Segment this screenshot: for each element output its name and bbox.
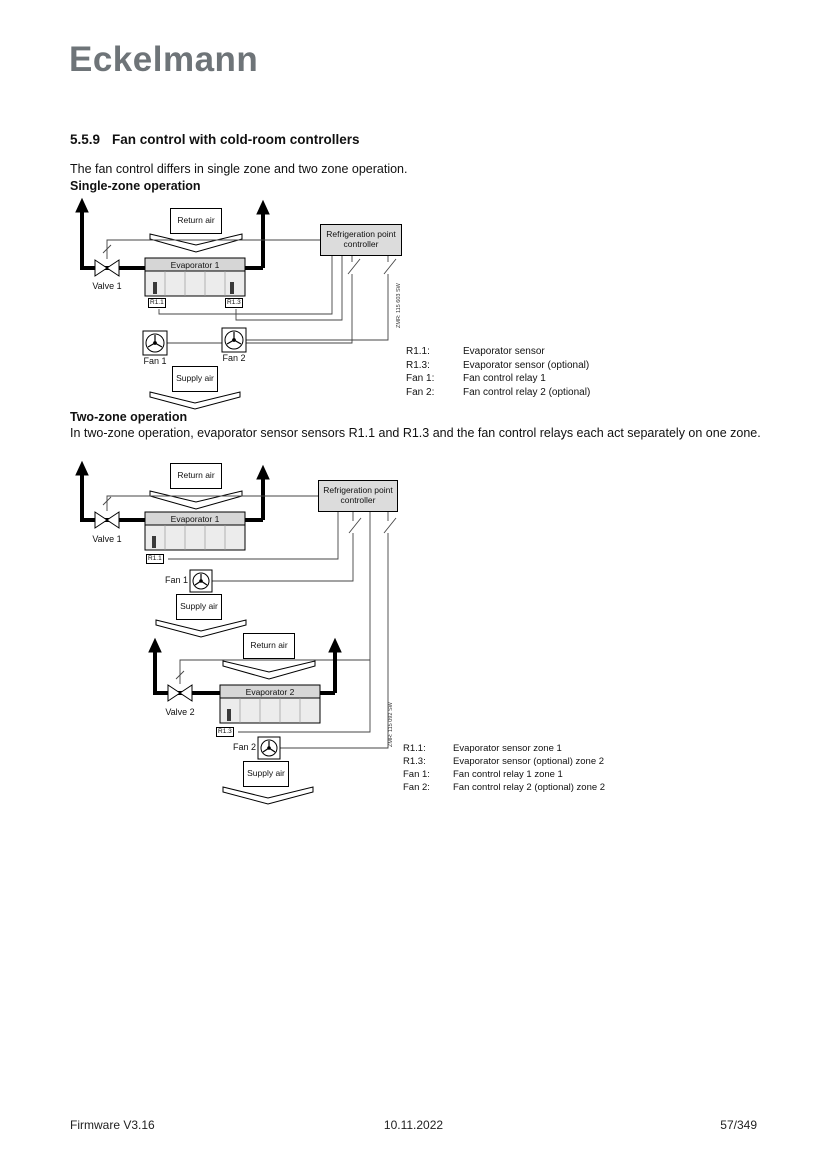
legend-desc: Evaporator sensor (optional) zone 2 [453,756,605,767]
sensor-r13-probe [230,282,234,294]
fan-2-label: Fan 2 [232,742,256,752]
sensor-r11-probe [152,536,156,548]
single-zone-heading: Single-zone operation [70,179,201,193]
legend-row [403,756,605,769]
refrigeration-point-controller-box: Refrigeration point controller [320,224,402,256]
pipe-arrow-right [245,201,269,268]
relay-contact-1-icon [349,518,361,533]
sensor-r11-label: R1.1 [146,554,164,564]
legend-row [406,373,590,387]
legend-key: Fan 2: [406,387,435,399]
relay-contact-2-icon [384,518,396,533]
fan-2-icon [258,737,280,759]
sensor-r13-label: R1.3 [216,727,234,737]
supply-air-box-zone1: Supply air [176,594,222,620]
supply-air-box-zone2: Supply air [243,761,289,787]
supply-air-arrow-icon [150,392,240,409]
two-zone-description: In two-zone operation, evaporator sensor sensors R1.1 and R1.3 and the fan control relays each act separately on one zone. [70,426,761,440]
pipe-arrow-left [76,199,146,268]
legend-key: Fan 1: [403,769,430,780]
single-zone-legend [406,346,590,401]
drawing-number-1: ZMR: 115 603 SW [396,283,402,328]
sensor-r13-label: R1.3 [225,298,243,308]
return-air-arrow-icon [150,234,242,252]
legend-key: Fan 2: [403,782,430,793]
return-air-arrow-zone2-icon [223,661,315,679]
two-zone-heading: Two-zone operation [70,410,188,424]
legend-desc: Evaporator sensor (optional) [463,359,590,371]
two-zone-legend [403,743,605,795]
legend-desc: Fan control relay 2 (optional) zone 2 [453,782,606,793]
footer-date: 10.11.2022 [383,1118,444,1132]
single-zone-diagram [70,196,610,411]
return-air-box-zone2: Return air [243,633,295,659]
page-footer [70,1118,757,1132]
legend-row [406,360,590,374]
legend-row [403,782,605,795]
valve-1-label: Valve 1 [92,281,122,291]
legend-desc: Fan control relay 1 zone 1 [453,769,563,780]
eckelmann-logo: Eckelmann [69,40,259,79]
refrigeration-point-controller-box: Refrigeration point controller [318,480,398,512]
wire-sensor-r13 [236,256,342,320]
pipe-arrow-right-zone1 [245,466,269,520]
pipe-arrow-left-zone1 [76,462,146,520]
legend-key: R1.3: [406,359,430,371]
relay-contact-2-icon [384,259,396,274]
legend-key: R1.1: [406,346,430,357]
pipe-arrow-left-zone2 [149,639,221,693]
legend-key: R1.1: [403,743,426,754]
return-air-arrow-zone1-icon [150,491,242,509]
valve-2-label: Valve 2 [165,707,195,717]
legend-key: Fan 1: [406,373,435,385]
intro-text: The fan control differs in single zone and two zone operation. [70,162,408,176]
wire-fan-2 [246,274,388,340]
return-air-box-zone1: Return air [170,463,222,489]
fan-1-icon [143,331,167,355]
fan-2-label: Fan 2 [222,353,246,363]
legend-row [403,769,605,782]
legend-desc: Evaporator sensor [463,346,545,357]
relay-contact-1-icon [348,259,360,274]
footer-page-number: 57/349 [720,1118,757,1132]
sensor-r13-probe [227,709,231,721]
evaporator-1-label: Evaporator 1 [170,260,220,270]
valve-1-icon [95,512,119,528]
legend-desc: Fan control relay 2 (optional) [463,387,591,399]
legend-row [403,743,605,756]
evaporator-1-label: Evaporator 1 [170,514,220,524]
footer-firmware: Firmware V3.16 [70,1118,155,1132]
sensor-r11-label: R1.1 [148,298,166,308]
valve-1-icon [95,260,119,276]
supply-air-box: Supply air [172,366,218,392]
legend-key: R1.3: [403,756,426,767]
fan-2-icon [222,328,246,352]
two-zone-diagram [70,455,610,807]
return-air-box: Return air [170,208,222,234]
drawing-number-2: ZMR: 115 092 SW [388,702,394,747]
section-heading [70,132,360,147]
evaporator-2-label: Evaporator 2 [245,687,295,697]
sensor-r11-probe [153,282,157,294]
legend-row [406,387,590,401]
section-title: Fan control with cold-room controllers [112,132,360,147]
valve-2-icon [168,685,192,701]
valve-1-label: Valve 1 [92,534,122,544]
legend-row [406,346,590,360]
supply-air-arrow-zone2-icon [223,787,313,804]
legend-desc: Evaporator sensor zone 1 [453,743,562,754]
fan-1-label: Fan 1 [143,356,167,366]
pipe-arrow-right-zone2 [320,639,341,693]
legend-desc: Fan control relay 1 [463,373,546,385]
supply-air-arrow-zone1-icon [156,620,246,637]
section-number: 5.5.9 [70,132,101,147]
fan-1-icon [190,570,212,592]
fan-1-label: Fan 1 [164,575,188,585]
